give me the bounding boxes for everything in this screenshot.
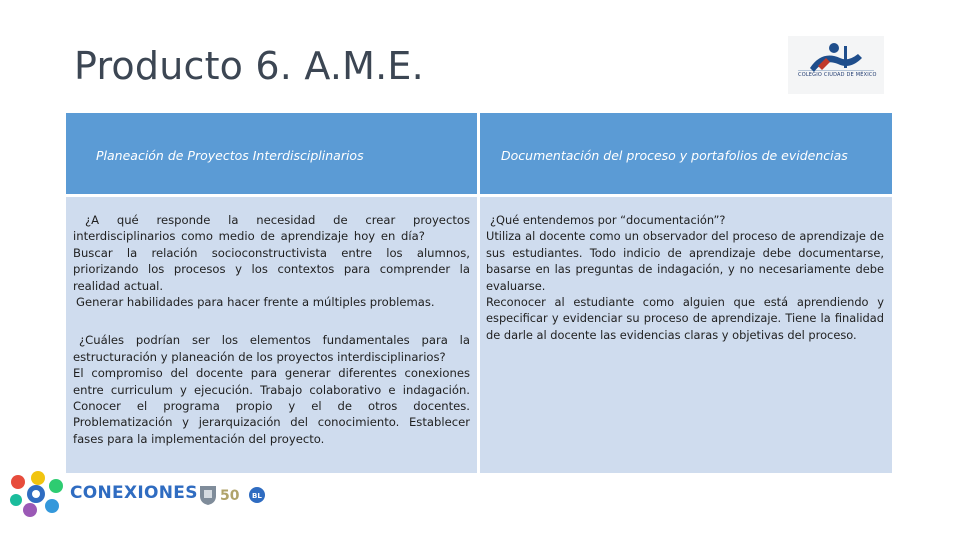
answer-documentacion: Utiliza al docente como un observador del proceso de aprendizaje de sus estudiantes. Todo indicio de aprendizaje debe documentarse, basarse en las preguntas de indagación, y no necesariamente debe evaluarse. [486, 229, 884, 293]
bl-badge-text: BL [252, 492, 262, 500]
answer-documentacion-2: Reconocer al estudiante como alguien que está aprendiendo y especificar y evidenciar su proceso de aprendizaje. Tiene la finalidad de darle al docente las evidencias claras y objetivas del proceso. [486, 295, 884, 342]
conexiones-symbol-icon [8, 468, 70, 522]
answer-1b: Generar habilidades para hacer frente a múltiples problemas. [76, 295, 435, 310]
school-logo-icon [788, 36, 884, 94]
conexiones-logo [8, 468, 268, 522]
question-documentacion: ¿Qué entendemos por “documentación”? [490, 213, 726, 227]
answer-1: Buscar la relación socioconstructivista entre los alumnos, priorizando los procesos y los contextos para comprender la realidad actual. [73, 245, 470, 293]
school-logo [788, 36, 884, 94]
comparison-table [66, 113, 892, 473]
bl-badge-icon [248, 486, 266, 504]
slide-title: Producto 6. A.M.E. [74, 44, 424, 88]
anniversary-badge-icon [220, 485, 248, 505]
question-1: ¿A qué responde la necesidad de crear proyectos interdisciplinarios como medio de aprendizaje hoy en día? [73, 213, 470, 244]
answer-2: El compromiso del docente para generar diferentes conexiones entre curriculum y ejecución. Trabajo colaborativo e indagación. Conocer el programa propio y el de otros docentes. Problematización y jerarquización del conocimiento. Establecer fases para la implementación del proyecto. [73, 366, 470, 446]
conexiones-wordmark: CONEXIONES [70, 483, 198, 503]
cell-documentacion [480, 197, 892, 473]
unam-shield-icon [198, 484, 218, 506]
header-documentacion: Documentación del proceso y portafolios de evidencias [480, 113, 892, 194]
question-2: ¿Cuáles podrían ser los elementos fundamentales para la estructuración y planeación de los proyectos interdisciplinarios? [73, 333, 470, 364]
cell-planeacion [66, 197, 477, 473]
school-logo-text: COLEGIO CIUDAD DE MÉXICO [798, 72, 877, 78]
header-planeacion: Planeación de Proyectos Interdisciplinarios [66, 113, 477, 194]
badge-numeral: 50 [220, 488, 240, 504]
